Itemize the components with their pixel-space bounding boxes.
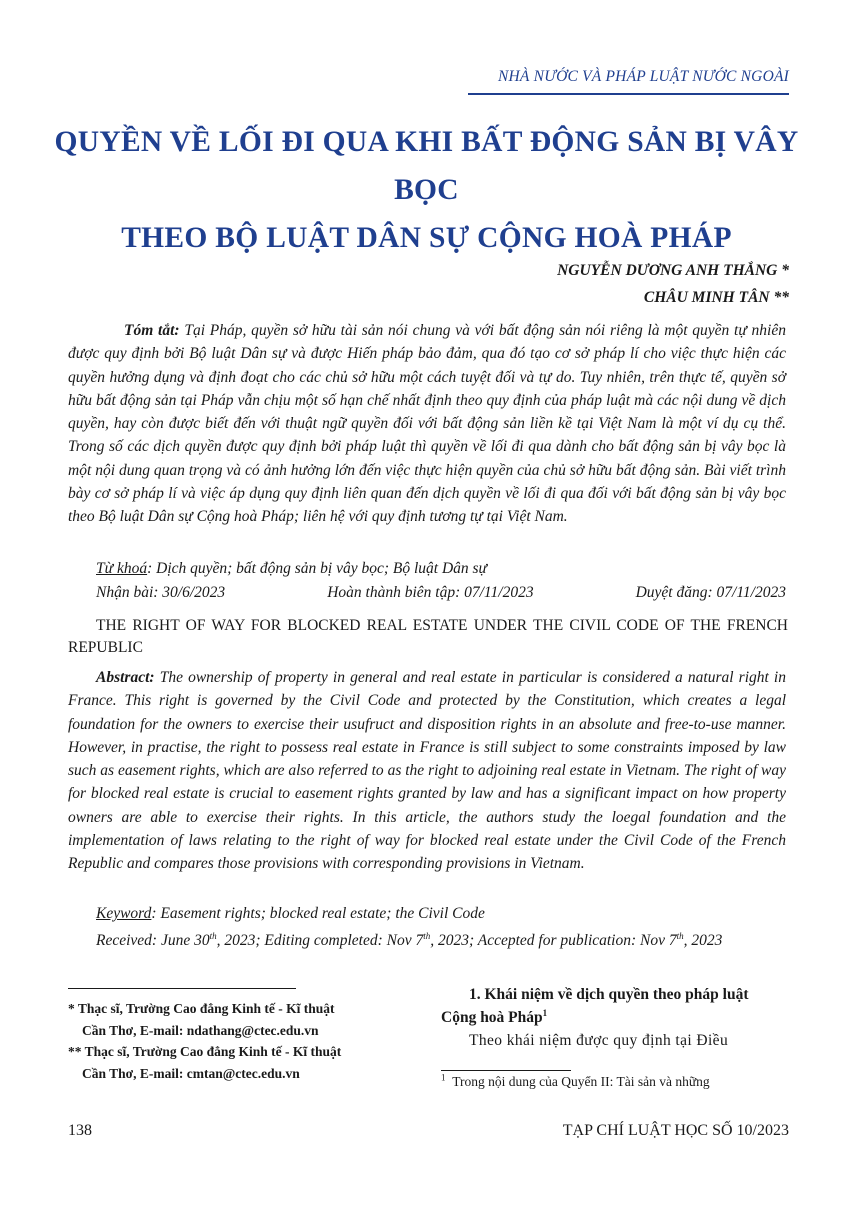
keywords-en-text: : Easement rights; blocked real estate; the Civil Code [151,905,485,922]
section-1-heading-b: Cộng hoà Pháp [441,1009,543,1026]
title-line-2: THEO BỘ LUẬT DÂN SỰ CỘNG HOÀ PHÁP [121,222,732,254]
accepted-en: , 2023; Accepted for publication: Nov 7 [430,932,677,949]
author-2: CHÂU MINH TÂN ** [643,289,789,306]
abstract-vi-label: Tóm tắt: [124,322,180,339]
section-1-heading-sup: 1 [542,1007,548,1018]
section-1-body: Theo khái niệm được quy định tại Điều [469,1032,729,1049]
received-vi: Nhận bài: 30/6/2023 [96,584,226,601]
footnote-1-text: Trong nội dung của Quyển II: Tài sản và những [452,1074,710,1089]
dates-en-tail: , 2023 [683,932,723,949]
footnote-rule-right [441,1070,571,1071]
footnote-author-2: ** Thạc sĩ, Trường Cao đẳng Kinh tế - Kĩ thuật [68,1044,342,1059]
keywords-vi-label: Từ khoá [96,560,148,577]
page-number: 138 [68,1122,92,1139]
author-1: NGUYỄN DƯƠNG ANH THẮNG * [557,262,789,279]
footnote-1-number: 1 [441,1072,446,1083]
edited-vi: Hoàn thành biên tập: 07/11/2023 [327,584,534,601]
abstract-vi [68,319,786,529]
footnote-author-1-email: Cần Thơ, E-mail: ndathang@ctec.edu.vn [82,1022,319,1038]
edited-en: , 2023; Editing completed: Nov 7 [216,932,424,949]
keywords-vi [96,557,786,580]
abstract-vi-text: Tại Pháp, quyền sở hữu tài sản nói chung và với bất động sản nói riêng là một quyền tự nhiên được quy định bởi Bộ luật Dân sự và được Hiến pháp bảo đảm, qua đó tạo cơ sở pháp lí cho việc thực hiện các quyền hưởng dụng và định đoạt cho các chủ sở hữu một cách tuyệt đối và tự do. Tuy nhiên, trên thực tế, quyền sở hữu bất động sản tại Pháp vẫn chịu một số hạn chế nhất định theo quy định của pháp luật mà các nội dung về dịch quyền, hay còn được biết đến với thuật ngữ quyền đối với bất động sản liền kề tại Việt Nam là một ví dụ cụ thể. Trong số các dịch quyền được quy định bởi pháp luật thì quyền về lối đi qua dành cho bất động sản bị vây bọc là một nội dung quan trọng và có ảnh hưởng lớn đến việc thực hiện quyền của chủ sở hữu bất động sản. Bài viết trình bày cơ sở pháp lí và việc áp dụng quy định liên quan đến dịch quyền về lối đi qua đối với bất động sản bị vây bọc theo Bộ luật Dân sự Cộng hoà Pháp; liên hệ với quy định tương tự tại Việt Nam. [68,322,786,526]
accepted-en-sup: th [676,930,684,941]
footnotes-authors [68,998,418,1084]
english-title: THE RIGHT OF WAY FOR BLOCKED REAL ESTATE UNDER THE CIVIL CODE OF THE FRENCH REPUBLIC [68,617,788,656]
section-header: NHÀ NƯỚC VÀ PHÁP LUẬT NƯỚC NGOÀI [498,68,789,85]
section-1-heading-a: 1. Khái niệm về dịch quyền theo pháp luật [469,986,749,1003]
dates-vi [96,584,786,602]
received-en: Received: June 30 [96,932,210,949]
section-1-heading [441,983,787,1007]
keywords-en-label: Keyword [96,905,152,922]
footnote-rule-left [68,988,296,989]
footnote-1 [441,1074,710,1090]
footnote-author-1: * Thạc sĩ, Trường Cao đẳng Kinh tế - Kĩ thuật [68,1001,335,1016]
abstract-en-label: Abstract: [96,669,155,686]
header-rule [468,93,789,95]
keywords-en [96,902,786,925]
article-title [40,118,813,262]
abstract-en-text: The ownership of property in general and real estate in particular is considered a natural right in France. This right is governed by the Civil Code and protected by the Constitution, which creates a legal foundation for the owners to exercise their usufruct and disposition rights in an absolute and free-to-use manner. However, in practise, the right to possess real estate in France is still subject to some constraints imposed by law such as easement rights, which are also referred to as the right to adjoining real estate in Vietnam. The right of way for blocked real estate is crucial to easement rights granted by law and has a significant impact on how property owners are able to exercise their rights. In this article, the authors study the loegal foundation and the implementation of laws relating to the right of way for blocked real estate under the Civil Code of the French Republic and compares those provisions with corresponding provisions in Vietnam. [68,669,786,873]
keywords-vi-text: : Dịch quyền; bất động sản bị vây bọc; Bộ luật Dân sự [147,560,488,577]
dates-en [96,929,796,952]
journal-name: TẠP CHÍ LUẬT HỌC SỐ 10/2023 [562,1122,789,1139]
published-vi: Duyệt đăng: 07/11/2023 [635,584,786,601]
abstract-en [68,666,786,876]
edited-en-sup: th [423,930,431,941]
received-en-sup: th [209,930,217,941]
title-line-1: QUYỀN VỀ LỐI ĐI QUA KHI BẤT ĐỘNG SẢN BỊ VÂY BỌC [54,126,799,206]
footnote-author-2-email: Cần Thơ, E-mail: cmtan@ctec.edu.vn [82,1065,300,1081]
section-1-heading-line-2 [441,1006,787,1030]
